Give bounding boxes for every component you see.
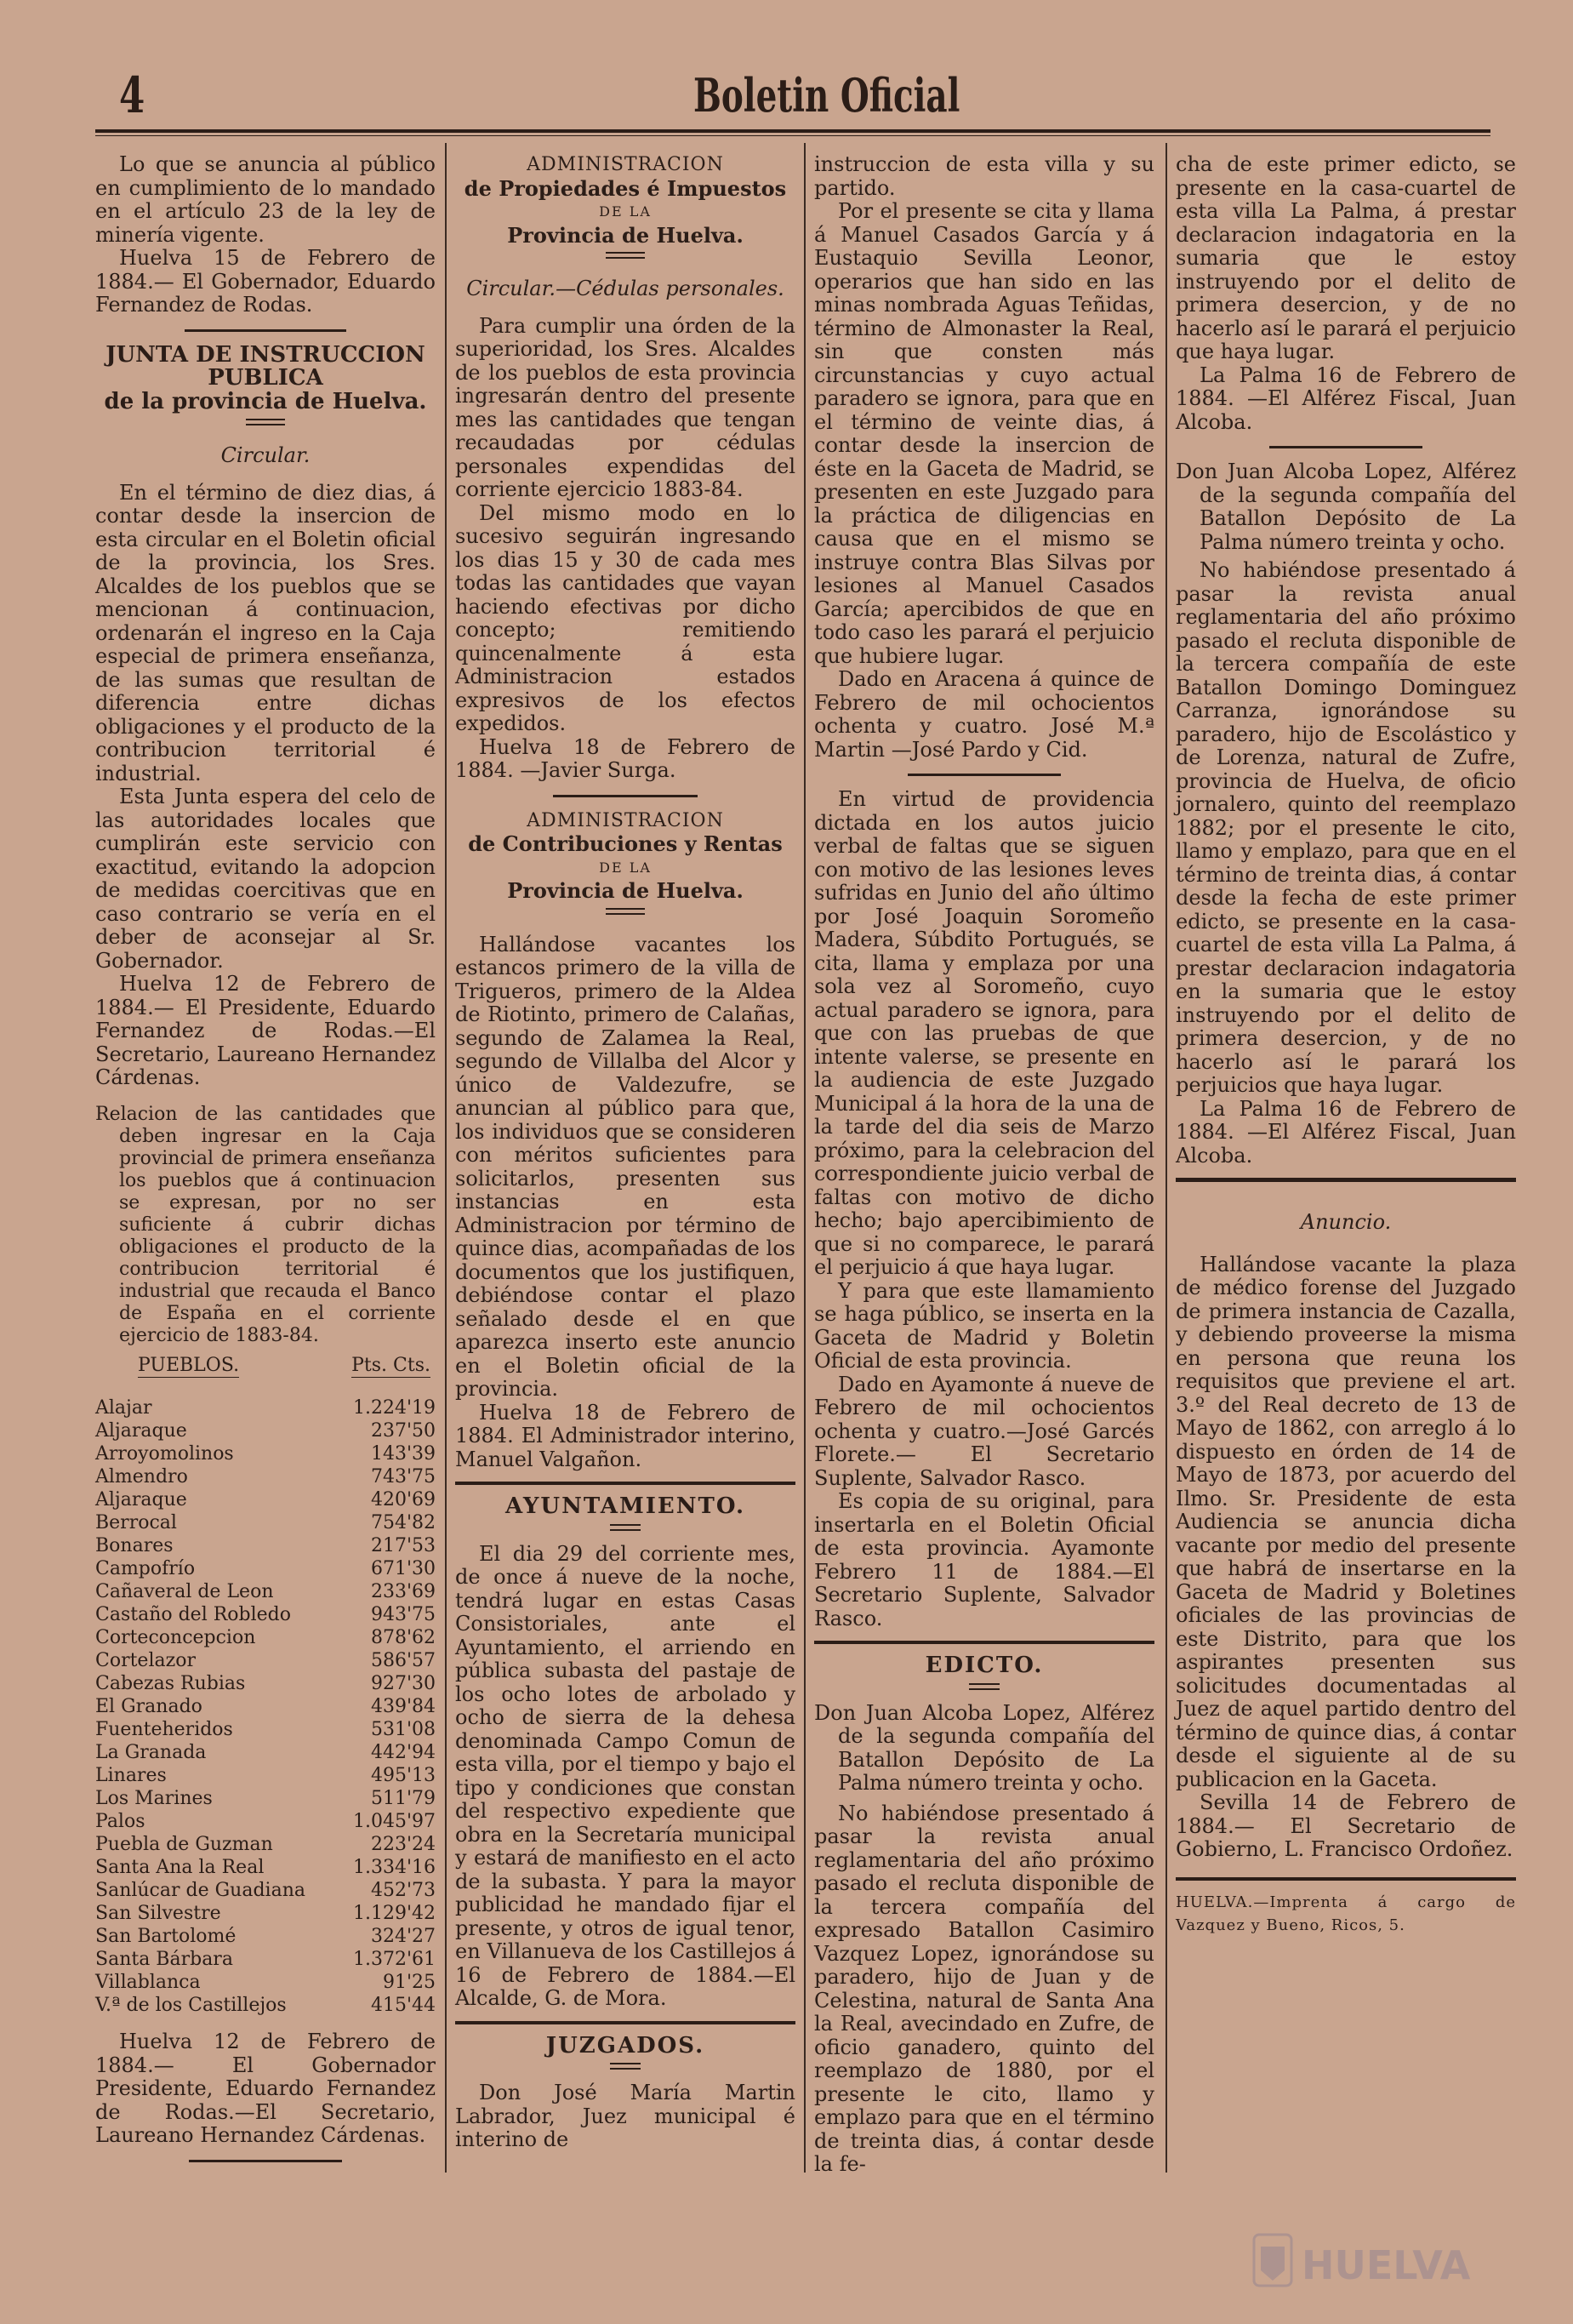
table-row [95,1465,436,1488]
section-heading: EDICTO. [925,1653,1044,1678]
pueblo-amount: 495'13 [370,1765,436,1786]
article-paragraph: No habiéndose presentado á pasar la revista anual reglamentaria del año próximo pasado el recluta disponible de la tercera compañía del expresado Batallon Casimiro Vazquez Lopez, ignorándose su paradero, hijo de Juan y de Celestina, natural de Santa Ana la Real, avecindado en Zufre, de oficio ganadero, quinto del reemplazo de 1880, por el presente le cito, llamo y emplazo para que en el término de treinta dias, á contar desde la fe- [814,1801,1154,2176]
pueblo-name: Santa Bárbara [95,1949,233,1970]
pueblo-name: Campofrío [95,1558,196,1579]
column-divider [1166,143,1167,2173]
crest-icon [1254,2235,1291,2286]
pueblo-name: Los Marines [95,1788,213,1809]
table-row [95,1419,436,1442]
pueblo-amount: 324'27 [370,1926,436,1947]
article-signature: La Palma 16 de Febrero de 1884. —El Alférez Fiscal, Juan Alcoba. [1176,1096,1516,1168]
pueblo-name: Aljaraque [95,1489,187,1510]
section-rule [1176,1178,1516,1182]
table-row [95,1787,436,1810]
article-signature: Huelva 12 de Febrero de 1884.— El Presidente, Eduardo Fernandez de Rodas.—El Secretario, Laureano Hernandez Cárdenas. [95,972,436,1089]
article-paragraph: Es copia de su original, para insertarla en el Boletin Oficial de esta provincia. Ayamonte Febrero 11 de 1884.—El Secretario Suplente, Salvador Rasco. [814,1489,1154,1630]
pueblo-amount: 927'30 [370,1673,436,1694]
article-paragraph: No habiéndose presentado á pasar la revista anual reglamentaria del año próximo pasado el recluta disponible de la tercera compañía de este Batallon Domingo Dominguez Carranza, ignorándose su paradero, hijo de Escolástico y de Lorenza, natural de Zufre, provincia de Huelva, de oficio jornalero, quinto del reemplazo 1882; por el presente le cito, llamo y emplazo, para que en el término de treinta dias, á contar desde la fecha de este primer edicto, se presente en la casa-cuartel de esta villa La Palma, á prestar declaracion indagatoria en la sumaria que le estoy instruyendo por el delito de primera desercion, y de no hacerlo así le parará los perjuicios que haya lugar. [1176,558,1516,1097]
pueblo-amount: 217'53 [370,1535,436,1556]
column-3 [814,153,1154,2177]
table-row [95,1902,436,1925]
pueblo-name: Corteconcepcion [95,1627,256,1648]
pueblo-amount: 754'82 [370,1512,436,1533]
section-heading: ADMINISTRACION [527,809,724,831]
table-header-pueblos: PUEBLOS. [138,1354,239,1379]
article-paragraph: Don Juan Alcoba Lopez, Alférez de la segunda compañía del Batallon Depósito de La Palma número treinta y ocho. [1176,460,1516,554]
pueblo-amount: 452'73 [370,1880,436,1901]
table-row [95,1672,436,1695]
section-subheading: DE LA [599,203,652,220]
section-subheading: Provincia de Huelva. [507,878,744,903]
pueblo-name: Bonares [95,1535,174,1556]
pueblo-amount: 1.334'16 [352,1857,436,1878]
pueblo-name: Cañaveral de Leon [95,1581,274,1602]
section-subheading: DE LA [599,859,652,876]
column-2 [455,153,795,2152]
article-paragraph: Del mismo modo en lo sucesivo seguirán ingresando los dias 15 y 30 de cada mes todas las cantidades que vayan haciendo efectivas por dicho concepto; remitiendo quincenalmente á esta Administracion estados expresivos de los efectos expedidos. [455,500,795,735]
pueblo-amount: 743'75 [370,1466,436,1487]
table-row [95,1764,436,1787]
pueblo-amount: 878'62 [370,1627,436,1648]
section-separator [185,329,346,332]
table-row [95,1971,436,1994]
table-row [95,1396,436,1419]
table-row [95,1718,436,1741]
page-number: 4 [119,66,145,124]
pueblo-amount: 943'75 [370,1604,436,1625]
header-rule [95,129,1490,133]
table-row [95,1557,436,1580]
table-row [95,1626,436,1649]
article-signature: Dado en Aracena á quince de Febrero de mil ochocientos ochenta y cuatro. José M.ª Martin —José Pardo y Cid. [814,667,1154,762]
pueblo-name: Alajar [95,1397,152,1419]
article-paragraph: Hallándose vacantes los estancos primero de la villa de Trigueros, primero de la Aldea de Riotinto, primero de Calañas, segundo de Zalamea la Real, segundo de Villalba del Alcor y único de Valdezufre, se anuncian al público para que, los individuos que se consideren con méritos suficientes para solicitarlos, presenten sus instancias en esta Administracion por término de quince dias, acompañadas de los documentos que los justifiquen, debiéndose contar el plazo señalado desde el en que aparezca inserto este anuncio en el Boletin oficial de la provincia. [455,932,795,1401]
watermark-text: HUELVA [1302,2242,1471,2288]
table-row [95,1488,436,1511]
article-signature: Huelva 12 de Febrero de 1884.— El Gobernador Presidente, Eduardo Fernandez de Rodas.—El Secretario, Laureano Hernandez Cárdenas. [95,2030,436,2147]
table-row [95,1442,436,1465]
pueblo-name: San Bartolomé [95,1926,237,1947]
pueblo-amount: 223'24 [370,1834,436,1855]
article-paragraph: Dado en Ayamonte á nueve de Febrero de mil ochocientos ochenta y cuatro.—José Garcés Florete.— El Secretario Suplente, Salvador Rasco. [814,1372,1154,1490]
table-row [95,1925,436,1948]
library-watermark [1249,2230,1504,2298]
table-row [95,1810,436,1833]
heading-ornament [606,908,645,915]
article-signature: La Palma 16 de Febrero de 1884. —El Alférez Fiscal, Juan Alcoba. [1176,363,1516,434]
pueblo-name: Almendro [95,1466,188,1487]
table-row [95,1580,436,1603]
pueblo-amount: 671'30 [370,1558,436,1579]
table-header [95,1354,436,1379]
pueblo-name: Castaño del Robledo [95,1604,292,1625]
anuncio-label: Anuncio. [1300,1210,1392,1234]
article-paragraph: Lo que se anuncia al público en cumplimiento de lo mandado en el artículo 23 de la ley de minería vigente. [95,152,436,247]
table-row [95,1833,436,1856]
article-paragraph: Don Juan Alcoba Lopez, Alférez de la segunda compañía del Batallon Depósito de La Palma número treinta y ocho. [814,1700,1154,1795]
pueblo-name: Palos [95,1811,145,1832]
table-row [95,1603,436,1626]
section-heading: AYUNTAMIENTO. [504,1493,746,1519]
column-divider [445,143,447,2173]
article-signature: Huelva 18 de Febrero de 1884. El Administrador interino, Manuel Valgañon. [455,1400,795,1471]
heading-ornament [606,252,645,259]
article-signature: Huelva 15 de Febrero de 1884.— El Gobernador, Eduardo Fernandez de Rodas. [95,246,436,317]
article-paragraph: instruccion de esta villa y su partido. [814,152,1154,200]
pueblo-amount: 511'79 [370,1788,436,1809]
pueblo-amount: 586'57 [370,1650,436,1671]
article-signature: Huelva 18 de Febrero de 1884. —Javier Surga. [455,734,795,782]
pueblo-amount: 143'39 [370,1443,436,1465]
imprint: HUELVA.—Imprenta á cargo de Vazquez y Bueno, Ricos, 5. [1176,1893,1516,1934]
pueblo-name: La Granada [95,1742,207,1763]
pueblo-amount: 439'84 [370,1696,436,1717]
pueblos-table [95,1396,436,2017]
pueblo-name: El Granado [95,1696,202,1717]
column-1 [95,153,436,2174]
pueblo-name: Linares [95,1765,167,1786]
table-row [95,1741,436,1764]
section-heading: JUZGADOS. [545,2032,705,2058]
section-subheading: Provincia de Huelva. [507,222,744,248]
column-4 [1176,153,1516,1938]
table-row [95,1511,436,1534]
section-rule [455,2021,795,2024]
pueblo-name: Arroyomolinos [95,1443,234,1465]
section-subheading: de Contribuciones y Rentas [468,831,783,856]
article-paragraph: Para cumplir una órden de la superioridad, los Sres. Alcaldes de los pueblos de esta provincia ingresarán dentro del presente mes las cantidades que tengan recaudadas por cédulas personales expendidas del corriente ejercicio 1883-84. [455,313,795,501]
article-paragraph: Hallándose vacante la plaza de médico forense del Juzgado de primera instancia de Cazalla, y debiendo proveerse la misma en persona que reuna los requisitos que previene el art. 3.º del Real decreto de 13 de Mayo de 1862, con arreglo á lo dispuesto en órden de 14 de Mayo de 1873, por acuerdo del Ilmo. Sr. Presidente de esta Audiencia se anuncia dicha vacante por medio del presente que habrá de insertarse en la Gaceta de Madrid y Boletines oficiales de las provincias de este Distrito, para que los aspirantes presenten sus solicitudes documentadas al Juez de aquel partido dentro del término de quince dias, á contar desde el siguiente al de su publicacion en la Gaceta. [1176,1252,1516,1791]
table-row [95,1879,436,1902]
column-divider [804,143,806,2173]
article-paragraph: cha de este primer edicto, se presente en la casa-cuartel de esta villa La Palma, á prestar declaracion indagatoria en la sumaria que le estoy instruyendo por el delito de primera desercion, y de no hacerlo así le parará el perjuicio que haya lugar. [1176,152,1516,363]
pueblo-name: Cortelazor [95,1650,196,1671]
section-separator [908,774,1061,776]
heading-ornament [610,1524,641,1531]
relacion-paragraph: Relacion de las cantidades que deben ingresar en la Caja provincial de primera enseñanza los pueblos que á continuacion se expresan, por no ser suficiente á cubrir dichas obligaciones el producto de la contribucion territorial é industrial que recauda el Banco de España en el corriente ejercicio de 1883-84. [95,1103,436,1346]
heading-ornament [246,419,285,425]
pueblo-amount: 420'69 [370,1489,436,1510]
table-row [95,1695,436,1718]
section-heading: JUNTA DE INSTRUCCION PUBLICA [105,341,425,391]
pueblo-amount: 91'25 [382,1972,436,1993]
heading-ornament [610,2063,641,2070]
pueblo-amount: 442'94 [370,1742,436,1763]
pueblo-name: Aljaraque [95,1420,187,1442]
pueblo-name: Cabezas Rubias [95,1673,246,1694]
pueblo-name: Santa Ana la Real [95,1857,265,1878]
pueblo-name: Sanlúcar de Guadiana [95,1880,305,1901]
section-separator [1269,446,1422,448]
section-separator [189,2160,342,2162]
pueblo-name: Puebla de Guzman [95,1834,273,1855]
article-paragraph: Por el presente se cita y llama á Manuel Casados García y á Eustaquio Sevilla Leonor, operarios que han sido en las minas nombrada Aguas Teñidas, término de Almonaster la Real, sin que consten más circunstancias y cuyo actual paradero se ignora, para que en el término de veinte dias, á contar desde la insercion de éste en la Gaceta de Madrid, se presenten en este Juzgado para la práctica de diligencias en causa que en el mismo se instruye contra Blas Silvas por lesiones al Manuel Casados García; apercibidos de que en todo caso les parará el perjuicio que hubiere lugar. [814,199,1154,668]
pueblo-amount: 1.129'42 [352,1903,436,1924]
section-subheading: de Propiedades é Impuestos [464,175,787,201]
section-heading: ADMINISTRACION [527,154,724,175]
table-row [95,1649,436,1672]
pueblo-amount: 1.224'19 [352,1397,436,1419]
circular-label: Circular. [220,443,311,467]
section-rule [455,1482,795,1485]
circular-label: Circular.—Cédulas personales. [466,277,784,300]
page-title: Boletin Oficial [693,68,960,123]
article-paragraph: Don José María Martin Labrador, Juez municipal é interino de [455,2081,795,2151]
pueblo-amount: 415'44 [370,1995,436,2016]
table-row [95,1856,436,1879]
section-rule [1176,1877,1516,1881]
section-subheading: de la provincia de Huelva. [104,388,427,414]
pueblo-name: Berrocal [95,1512,177,1533]
pueblo-amount: 237'50 [370,1420,436,1442]
article-signature: Sevilla 14 de Febrero de 1884.— El Secretario de Gobierno, L. Francisco Ordoñez. [1176,1790,1516,1861]
table-row [95,1994,436,2017]
pueblo-name: V.ª de los Castillejos [95,1995,287,2016]
table-header-pts: Pts. Cts. [351,1354,430,1379]
pueblo-amount: 233'69 [370,1581,436,1602]
header-rule-thin [95,135,1490,136]
pueblo-name: Fuenteheridos [95,1719,233,1740]
pueblo-amount: 1.045'97 [352,1811,436,1832]
article-paragraph: El dia 29 del corriente mes, de once á nueve de la noche, tendrá lugar en estas Casas Consistoriales, ante el Ayuntamiento, el arriendo en pública subasta del pastaje de los ocho lotes de arbolado y ocho de sierra de la dehesa denominada Campo Comun de esta villa, por el tiempo y bajo el tipo y condiciones que constan del respectivo expediente que obra en la Secretaría municipal y estará de manifiesto en el acto de la subasta. Y para la mayor publicidad he mandado fijar el presente, y otros de igual tenor, en Villanueva de los Castillejos á 16 de Febrero de 1884.—El Alcalde, G. de Mora. [455,1541,795,2010]
table-row [95,1948,436,1971]
section-separator [553,795,698,797]
article-paragraph: Y para que este llamamiento se haga público, se inserta en la Gaceta de Madrid y Boletin Oficial de esta provincia. [814,1278,1154,1373]
pueblo-name: Villablanca [95,1972,201,1993]
section-rule [814,1641,1154,1644]
heading-ornament [969,1683,1000,1690]
article-paragraph: En virtud de providencia dictada en los autos juicio verbal de faltas que se siguen con motivo de las lesiones leves sufridas en Junio del año último por José Joaquin Soromeño Madera, Súbdito Portugués, se cita, llama y emplaza por una sola vez al Soromeño, cuyo actual paradero se ignora, para que con las pruebas de que intente valerse, se presente en la audiencia de este Juzgado Municipal á la hora de la una de la tarde del dia seis de Marzo próximo, para la celebracion del correspondiente juicio verbal de faltas con motivo de dicho hecho; bajo apercibimiento de que si no comparece, le parará el perjuicio á que haya lugar. [814,787,1154,1279]
pueblo-amount: 1.372'61 [352,1949,436,1970]
pueblo-name: San Silvestre [95,1903,221,1924]
article-paragraph: En el término de diez dias, á contar desde la insercion de esta circular en el Boletin oficial de la provincia, los Sres. Alcaldes de los pueblos que se mencionan á continuacion, ordenarán el ingreso en la Caja especial de primera enseñanza, de las sumas que resultan de diferencia entre dichas obligaciones y el producto de la contribucion territorial é industrial. [95,480,436,785]
table-row [95,1534,436,1557]
article-paragraph: Esta Junta espera del celo de las autoridades locales que cumplirán este servicio con exactitud, evitando la adopcion de medidas coercitivas que en caso contrario se vería en el deber de aconsejar al Sr. Gobernador. [95,785,436,973]
pueblo-amount: 531'08 [370,1719,436,1740]
